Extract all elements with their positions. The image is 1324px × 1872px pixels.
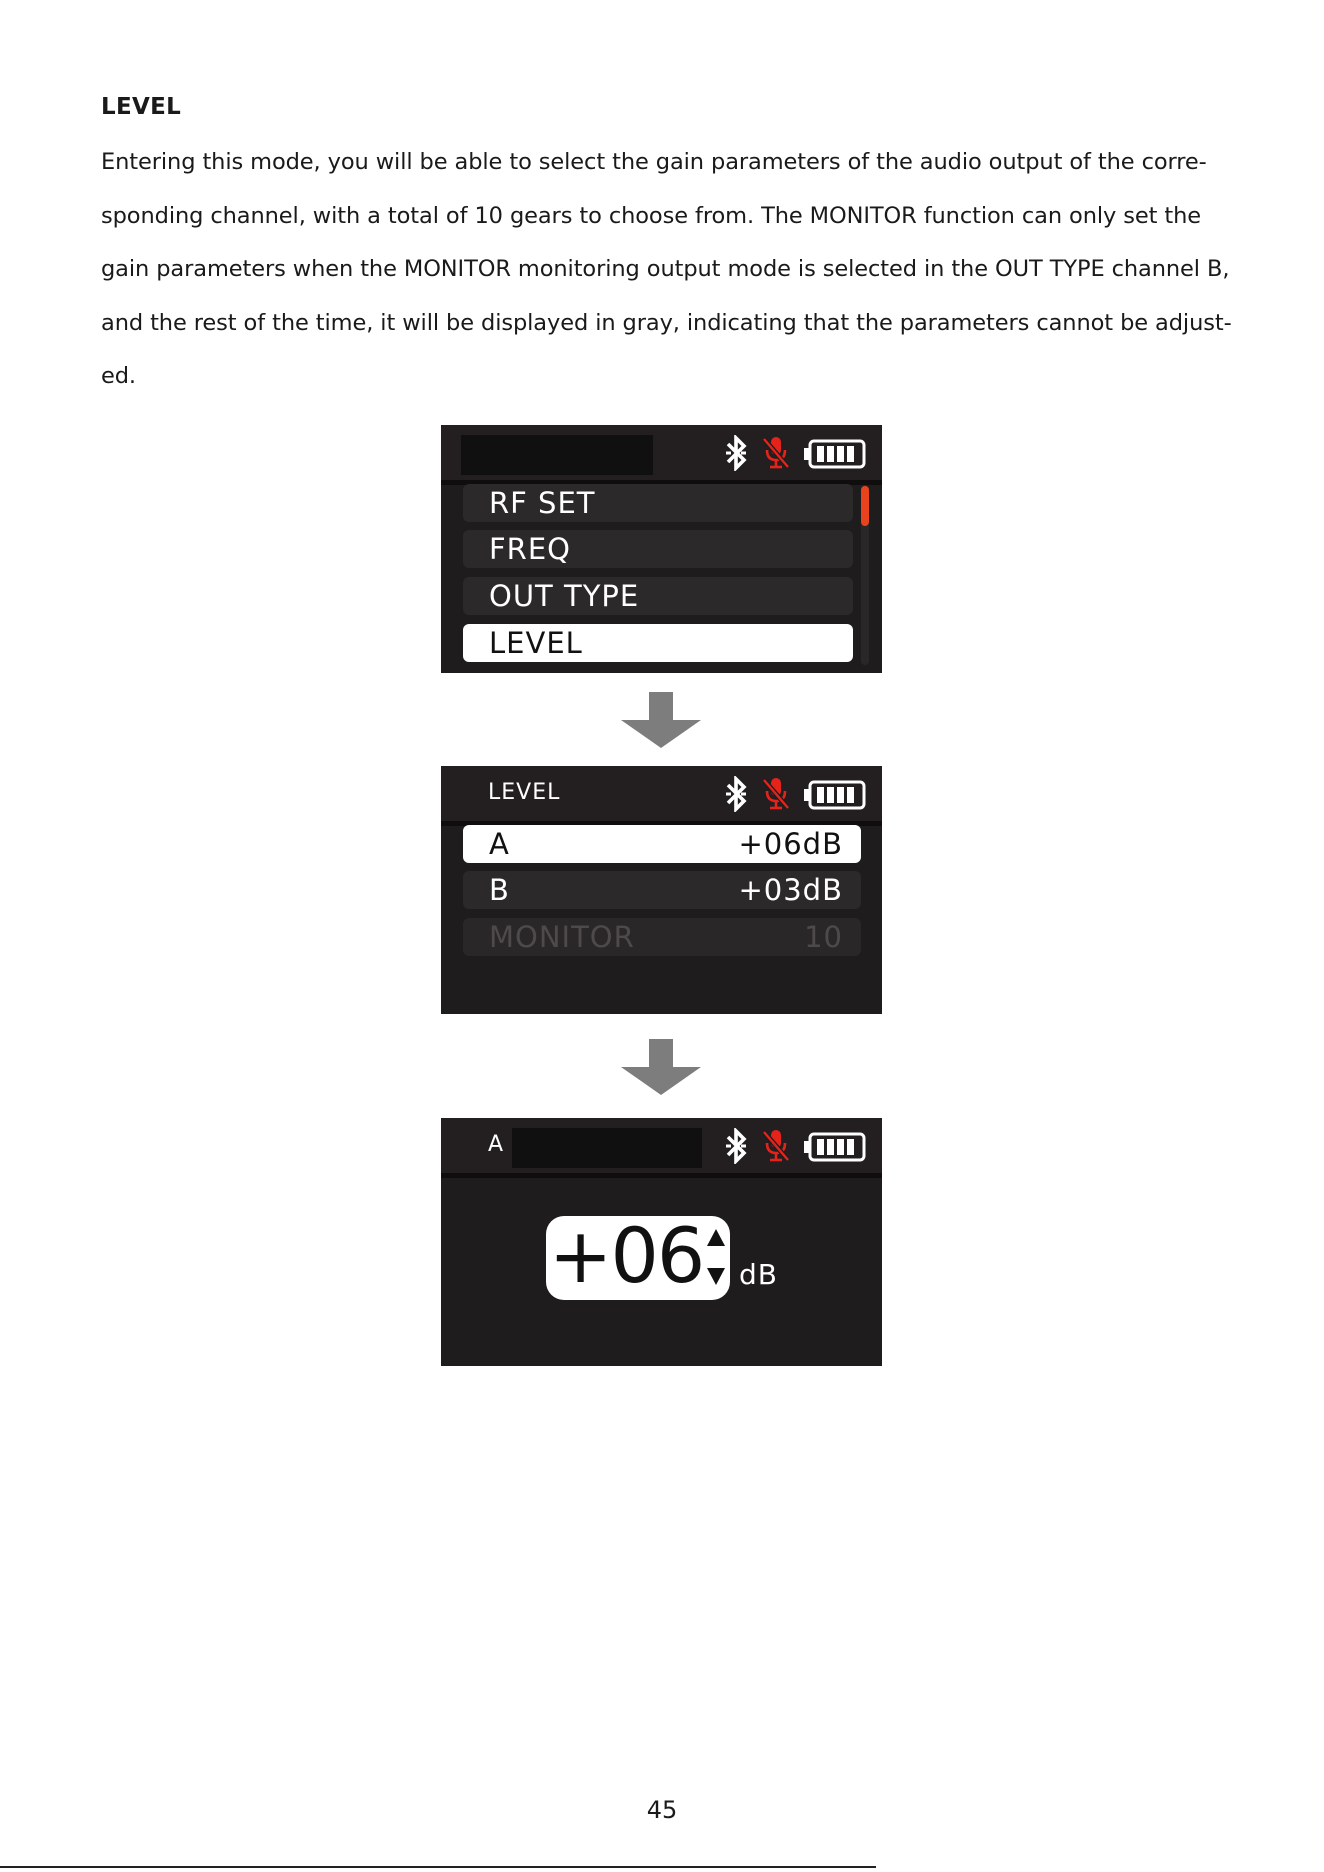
menu-screen <box>441 425 882 673</box>
mic-muted-icon <box>761 776 791 812</box>
menu-item-out-type[interactable]: OUT TYPE <box>463 577 853 615</box>
battery-icon <box>803 1132 867 1162</box>
down-arrow-icon <box>621 1039 701 1095</box>
bluetooth-icon <box>723 435 749 471</box>
scrollbar-thumb[interactable] <box>861 486 869 526</box>
title-blank-box <box>512 1128 702 1168</box>
level-screen <box>441 766 882 1014</box>
page-number: 45 <box>646 1796 678 1824</box>
increase-arrow-icon[interactable] <box>707 1229 725 1246</box>
paragraph-line: ed. <box>101 363 136 389</box>
screen-title: LEVEL <box>488 780 561 805</box>
row-label: A <box>489 827 510 861</box>
paragraph-line: and the rest of the time, it will be displayed in gray, indicating that the parameters cannot be adjust- <box>101 309 1232 336</box>
footer-rule <box>0 1866 876 1868</box>
value-edit-screen <box>441 1118 882 1366</box>
mic-muted-icon <box>761 1128 791 1164</box>
section-heading: LEVEL <box>101 94 182 120</box>
menu-item-freq[interactable]: FREQ <box>463 530 853 568</box>
section-paragraph <box>101 136 1241 404</box>
level-row-b[interactable] <box>463 871 861 909</box>
level-row-a[interactable] <box>463 825 861 863</box>
gain-value: +06 <box>548 1211 704 1300</box>
paragraph-line: sponding channel, with a total of 10 gears to choose from. The MONITOR function can only set the <box>101 202 1202 229</box>
paragraph-line: Entering this mode, you will be able to select the gain parameters of the audio output of the corre- <box>101 149 1207 175</box>
battery-icon <box>803 780 867 810</box>
header-separator <box>441 1173 882 1178</box>
menu-item-rf-set[interactable]: RF SET <box>463 484 853 522</box>
row-value: +06dB <box>738 827 843 861</box>
row-value: 10 <box>804 920 843 954</box>
screen-title: A <box>488 1132 505 1157</box>
level-row-monitor <box>463 918 861 956</box>
status-icons <box>723 776 873 812</box>
battery-icon <box>803 439 867 469</box>
down-arrow-icon <box>621 692 701 748</box>
status-icons <box>723 1128 873 1164</box>
menu-item-level[interactable]: LEVEL <box>463 624 853 662</box>
decrease-arrow-icon[interactable] <box>707 1268 725 1285</box>
row-value: +03dB <box>738 873 843 907</box>
gain-unit: dB <box>739 1258 778 1291</box>
title-blank-box <box>461 435 653 475</box>
status-icons <box>723 435 873 471</box>
bluetooth-icon <box>723 1128 749 1164</box>
paragraph-line: gain parameters when the MONITOR monitoring output mode is selected in the OUT TYPE channel B, <box>101 256 1230 282</box>
row-label: B <box>489 873 510 907</box>
bluetooth-icon <box>723 776 749 812</box>
value-stepper[interactable] <box>546 1211 730 1300</box>
mic-muted-icon <box>761 435 791 471</box>
row-label: MONITOR <box>489 920 635 954</box>
